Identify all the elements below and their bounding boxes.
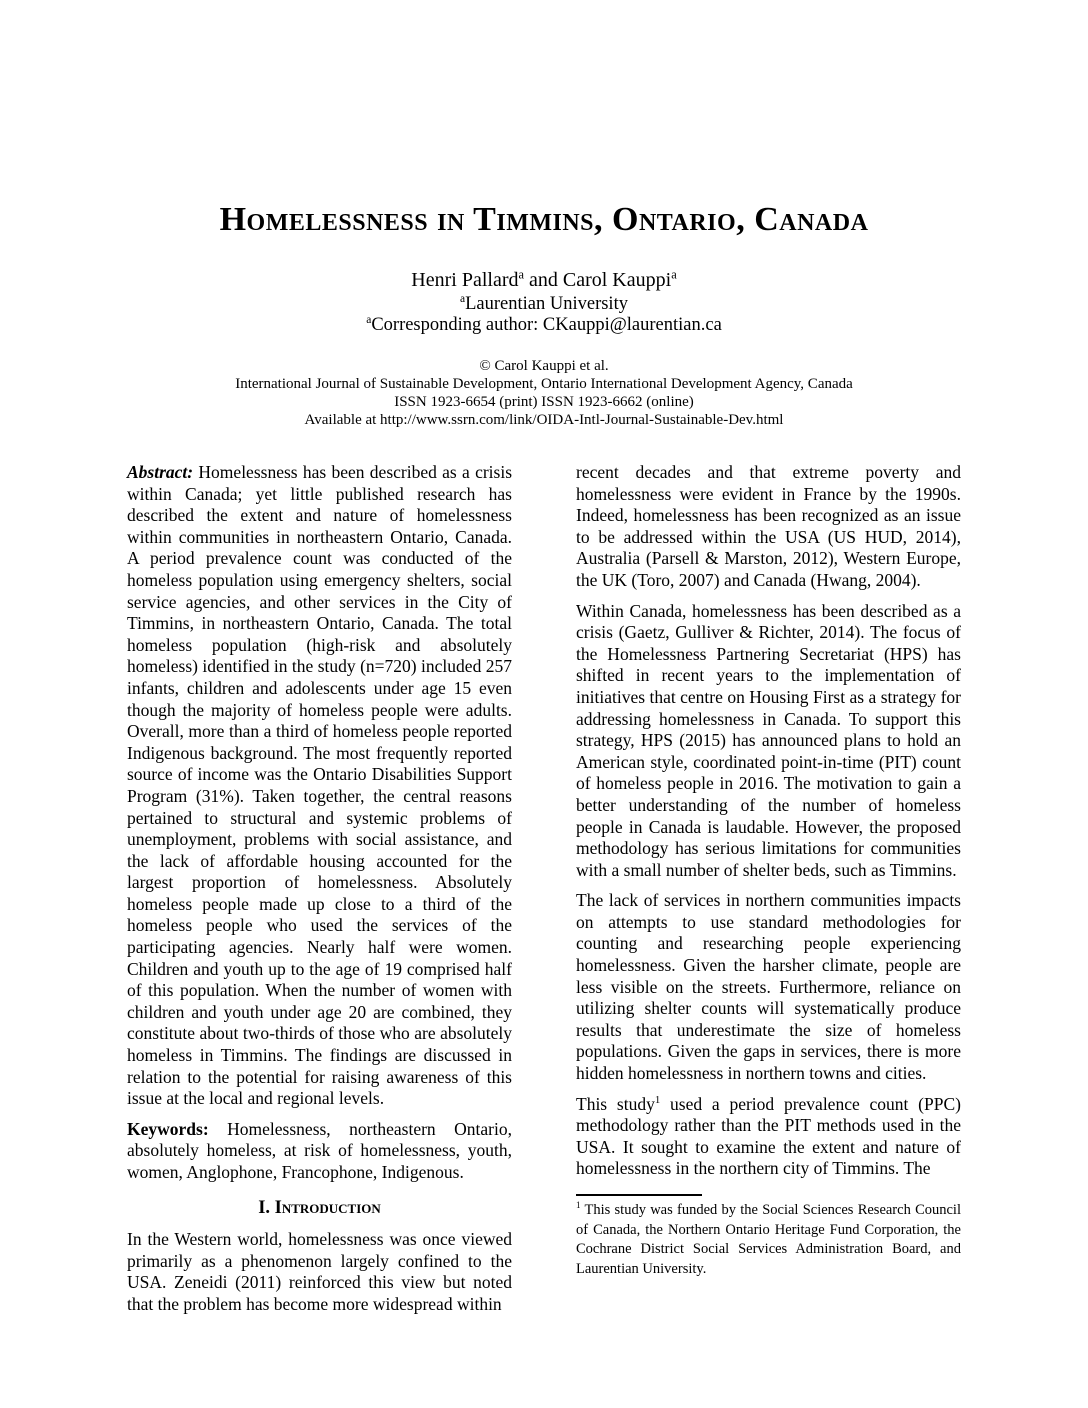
affiliation-line bbox=[0, 294, 1088, 315]
introduction-heading: I. Introduction bbox=[258, 1197, 381, 1218]
author-superscript-2: a bbox=[671, 267, 677, 282]
footnote-marker: 1 bbox=[576, 1200, 581, 1211]
footnote bbox=[576, 1201, 961, 1279]
correspondence-text: Corresponding author: CKauppi@laurentian.ca bbox=[371, 315, 722, 335]
body-columns bbox=[127, 462, 961, 1325]
abstract-text: Homelessness has been described as a crisis within Canada; yet little published research has described the extent and nature of homelessness within communities in northeastern Ontario, Canada. A period prevalence count was conducted of the homeless population using emergency shelters, social service agencies, and other services in the City of Timmins, in northeastern Ontario, Canada. The total homeless population (high-risk and absolutely homeless) identified in the study (n=720) included 257 infants, children and adolescents under age 15 even though the majority of homeless people were adults. Overall, more than a third of homeless people reported Indigenous background. The most frequently reported source of income was the Ontario Disabilities Support Program (31%). Taken together, the central reasons pertained to structural and systemic problems of unemployment, problems with social assistance, and the lack of affordable housing accounted for the largest proportion of homelessness. Absolutely homeless people made up close to a third of the homeless people who used the services of the participating agencies. Nearly half were women. Children and youth up to the age of 19 comprised half of this population. When the number of women with children and youth under age 20 are combined, they constitute about two-thirds of those who are absolutely homeless in Timmins. The findings are discussed in relation to the potential for raising awareness of this issue at the local and regional levels. bbox=[127, 462, 513, 1109]
author-name-2: Carol Kauppi bbox=[562, 269, 672, 291]
availability-line: Available at http://www.ssrn.com/link/OIDA-Intl-Journal-Sustainable-Dev.html bbox=[304, 412, 784, 428]
publication-block bbox=[0, 357, 1088, 429]
footnote-text: This study was funded by the Social Sciences Research Council of Canada, the Northern Ontario Heritage Fund Corporation, the Cochrane District Social Services Administration Board, and Laurentian University. bbox=[576, 1202, 961, 1277]
correspondence-line bbox=[0, 315, 1088, 336]
affiliation-superscript: a bbox=[460, 292, 466, 305]
column-right bbox=[576, 462, 961, 1325]
keywords-paragraph bbox=[127, 1119, 512, 1184]
body-paragraph-4-pre: This study bbox=[576, 1093, 655, 1114]
footnote-reference: 1 bbox=[654, 1093, 661, 1106]
authors-line bbox=[0, 268, 1088, 292]
keywords-label: Keywords: bbox=[127, 1118, 209, 1139]
authors-joiner: and bbox=[523, 269, 563, 291]
keywords-text: Homelessness, northeastern Ontario, absolutely homeless, at risk of homelessness, youth, women, Anglophone, Francophone, Indigenous. bbox=[127, 1118, 512, 1182]
body-paragraph-3: The lack of services in northern communities impacts on attempts to use standard methodologies for counting and researching people experiencing homelessness. Given the harsher climate, people are less visible on the streets. Furthermore, reliance on utilizing shelter counts will systematically produce results that underestimate the size of homeless populations. Given the gaps in services, there is more hidden homelessness in northern towns and cities. bbox=[576, 890, 961, 1084]
author-name-1: Henri Pallard bbox=[411, 269, 519, 291]
introduction-paragraph: In the Western world, homelessness was once viewed primarily as a phenomenon largely confined to the USA. Zeneidi (2011) reinforced this view but noted that the problem has become more widespread within bbox=[127, 1229, 512, 1314]
copyright-line: © Carol Kauppi et al. bbox=[479, 358, 609, 374]
footnote-block bbox=[576, 1194, 961, 1279]
body-paragraph-1: recent decades and that extreme poverty and homelessness were evident in France by the 1990s. Indeed, homelessness has been recognized as an issue to be addressed within the USA (US HUD, 2014), Australia (Parsell & Marston, 2012), Western Europe, the UK (Toro, 2007) and Canada (Hwang, 2004). bbox=[576, 462, 961, 590]
body-paragraph-4-post: used a period prevalence count (PPC) methodology rather than the PIT methods used in the USA. It sought to examine the extent and nature of homelessness in the northern city of Timmins. The bbox=[576, 1093, 961, 1179]
author-superscript-1: a bbox=[518, 267, 524, 282]
column-left bbox=[127, 462, 512, 1325]
abstract-paragraph bbox=[127, 462, 512, 1110]
affiliation-text: Laurentian University bbox=[465, 294, 628, 314]
issn-line: ISSN 1923-6654 (print) ISSN 1923-6662 (online) bbox=[394, 394, 694, 410]
paper-title: Homelessness in Timmins, Ontario, Canada bbox=[219, 201, 869, 238]
journal-line: International Journal of Sustainable Development, Ontario International Development Agency, Canada bbox=[235, 376, 853, 392]
body-paragraph-2: Within Canada, homelessness has been described as a crisis (Gaetz, Gulliver & Richter, 2014). The focus of the Homelessness Partnering Secretariat (HPS) has shifted in recent years to the implementation of initiatives that centre on Housing First as a strategy for addressing homelessness in Canada. To support this strategy, HPS (2015) has announced plans to hold an American style, coordinated point-in-time (PIT) count of homeless people in 2016. The motivation to gain a better understanding of the number of homeless people in Canada is laudable. However, the proposed methodology has serious limitations for communities with a small number of shelter beds, such as Timmins. bbox=[576, 600, 961, 880]
body-paragraph-4 bbox=[576, 1094, 961, 1180]
footnote-rule bbox=[576, 1194, 702, 1196]
correspondence-superscript: a bbox=[366, 313, 372, 326]
abstract-label: Abstract: bbox=[127, 462, 194, 482]
